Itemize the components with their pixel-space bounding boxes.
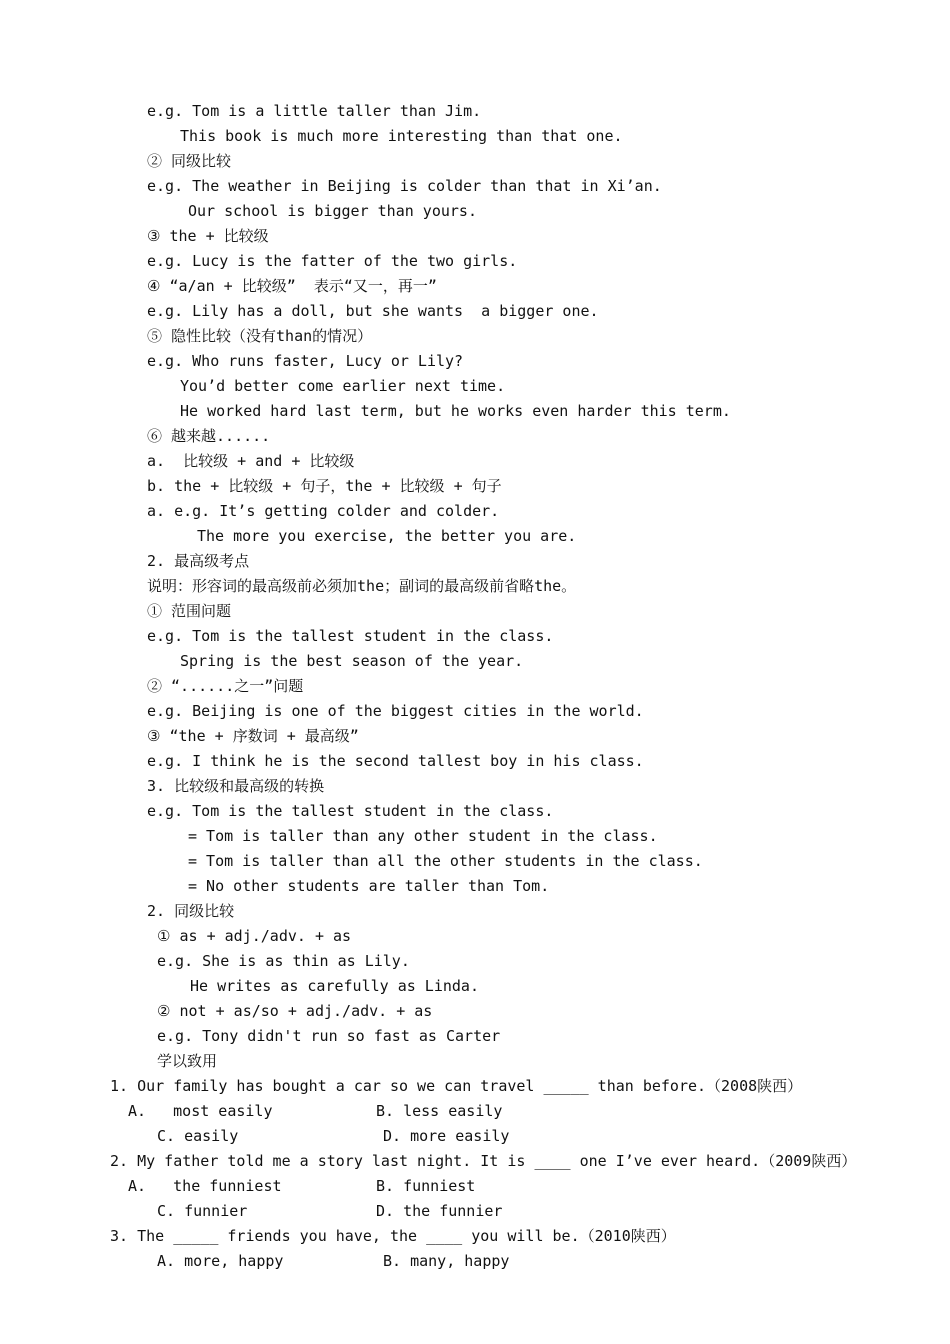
section-heading: ⑤ 隐性比较（没有than的情况） bbox=[147, 327, 373, 345]
example-line: e.g. Tom is the tallest student in the class. bbox=[147, 802, 554, 820]
example-line: e.g. The weather in Beijing is colder than that in Xi’an. bbox=[147, 177, 662, 195]
example-line: = Tom is taller than any other student in the class. bbox=[188, 827, 658, 845]
rule-line: ② not + as/so + adj./adv. + as bbox=[157, 1002, 433, 1020]
example-line: e.g. I think he is the second tallest boy in his class. bbox=[147, 752, 644, 770]
example-line: e.g. Lily has a doll, but she wants a bigger one. bbox=[147, 302, 599, 320]
section-heading: ③ the + 比较级 bbox=[147, 227, 269, 245]
example-line: e.g. Tony didn't run so fast as Carter bbox=[157, 1027, 501, 1045]
example-line: He writes as carefully as Linda. bbox=[190, 977, 479, 995]
example-line: The more you exercise, the better you are. bbox=[197, 527, 577, 545]
section-heading: 2. 同级比较 bbox=[147, 902, 235, 920]
answer-option: A. more, happy bbox=[157, 1252, 284, 1270]
section-heading: ② 同级比较 bbox=[147, 152, 232, 170]
note-line: 说明：形容词的最高级前必须加the；副词的最高级前省略the。 bbox=[147, 577, 577, 595]
example-line: You’d better come earlier next time. bbox=[180, 377, 506, 395]
example-line: e.g. Lucy is the fatter of the two girls. bbox=[147, 252, 518, 270]
example-line: a. e.g. It’s getting colder and colder. bbox=[147, 502, 500, 520]
example-line: e.g. Beijing is one of the biggest cities in the world. bbox=[147, 702, 644, 720]
section-heading: 2. 最高级考点 bbox=[147, 552, 250, 570]
answer-option: D. more easily bbox=[383, 1127, 510, 1145]
answer-option: B. many, happy bbox=[383, 1252, 510, 1270]
answer-option: A. most easily bbox=[128, 1102, 273, 1120]
section-heading: 3. 比较级和最高级的转换 bbox=[147, 777, 325, 795]
answer-option: D. the funnier bbox=[376, 1202, 503, 1220]
section-heading: ④ “a/an + 比较级” 表示“又一，再一” bbox=[147, 277, 437, 295]
rule-line: a. 比较级 + and + 比较级 bbox=[147, 452, 355, 470]
section-heading: ⑥ 越来越...... bbox=[147, 427, 271, 445]
question-line: 2. My father told me a story last night. It is ____ one I’ve ever heard.（2009陕西） bbox=[110, 1152, 857, 1170]
rule-line: b. the + 比较级 + 句子，the + 比较级 + 句子 bbox=[147, 477, 502, 495]
answer-option: C. funnier bbox=[157, 1202, 248, 1220]
section-heading: 学以致用 bbox=[157, 1052, 218, 1070]
example-line: e.g. Tom is a little taller than Jim. bbox=[147, 102, 482, 120]
example-line: = Tom is taller than all the other students in the class. bbox=[188, 852, 703, 870]
example-line: Our school is bigger than yours. bbox=[188, 202, 477, 220]
section-heading: ① 范围问题 bbox=[147, 602, 232, 620]
answer-option: C. easily bbox=[157, 1127, 239, 1145]
example-line: This book is much more interesting than that one. bbox=[180, 127, 623, 145]
example-line: He worked hard last term, but he works even harder this term. bbox=[180, 402, 731, 420]
example-line: = No other students are taller than Tom. bbox=[188, 877, 550, 895]
question-line: 1. Our family has bought a car so we can travel _____ than before.（2008陕西） bbox=[110, 1077, 803, 1095]
section-heading: ② “......之一”问题 bbox=[147, 677, 304, 695]
question-line: 3. The _____ friends you have, the ____ you will be.（2010陕西） bbox=[110, 1227, 676, 1245]
answer-option: A. the funniest bbox=[128, 1177, 282, 1195]
rule-line: ① as + adj./adv. + as bbox=[157, 927, 352, 945]
example-line: e.g. She is as thin as Lily. bbox=[157, 952, 410, 970]
answer-option: B. less easily bbox=[376, 1102, 503, 1120]
answer-option: B. funniest bbox=[376, 1177, 476, 1195]
example-line: e.g. Who runs faster, Lucy or Lily? bbox=[147, 352, 464, 370]
example-line: e.g. Tom is the tallest student in the class. bbox=[147, 627, 554, 645]
section-heading: ③ “the + 序数词 + 最高级” bbox=[147, 727, 359, 745]
example-line: Spring is the best season of the year. bbox=[180, 652, 524, 670]
